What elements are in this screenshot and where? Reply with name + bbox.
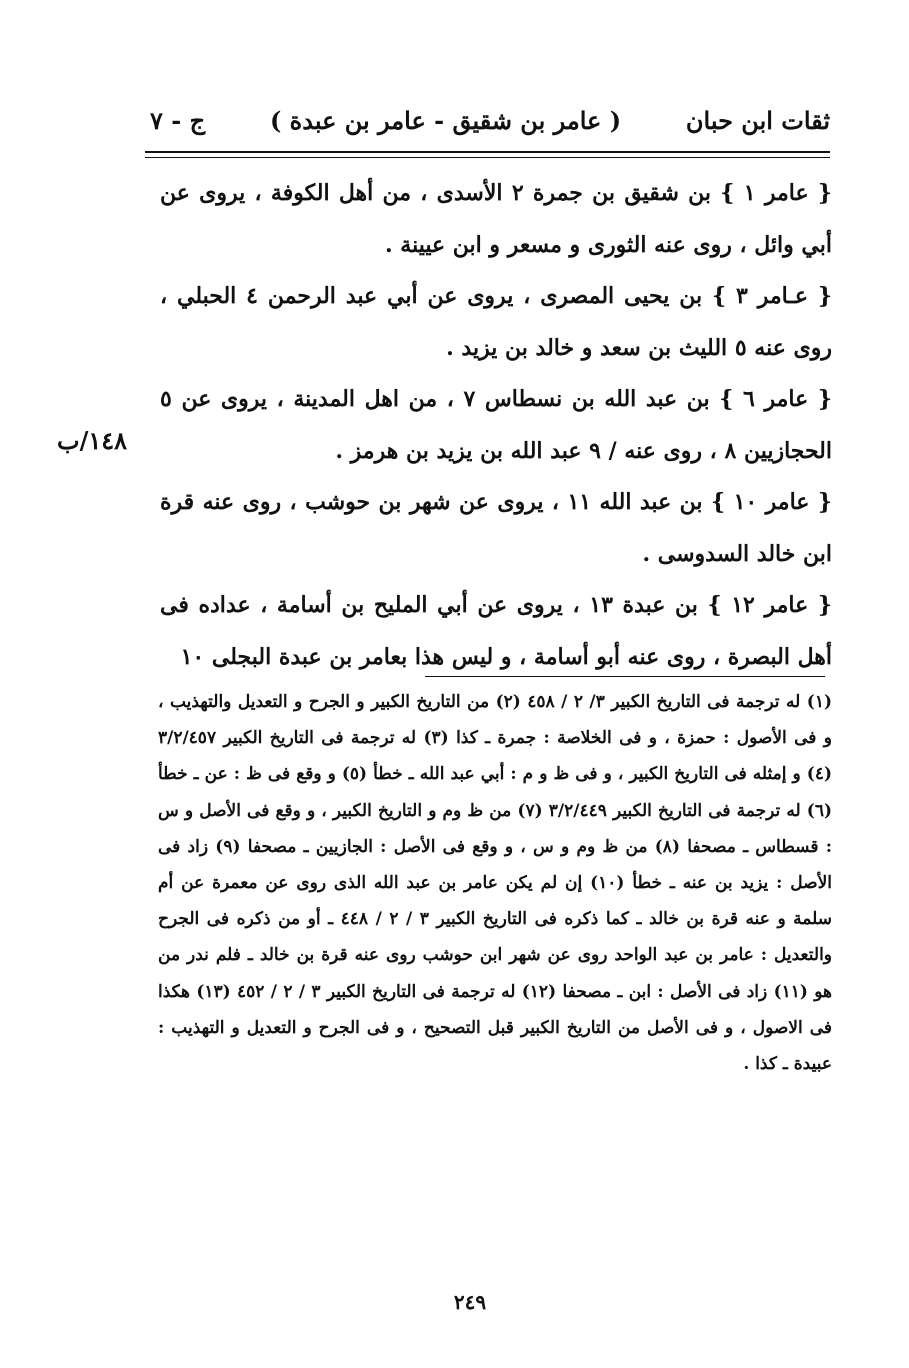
entry-paragraph: { عامر ١ } بن شقيق بن جمرة ٢ الأسدى ، من أهل الكوفة ، يروى عن أبي وائل ، روى عنه الثورى و مسعر و ابن عيينة .: [160, 180, 832, 258]
entry-paragraph: { عامر ٦ } بن عبد الله بن نسطاس ٧ ، من اهل المدينة ، يروى عن ٥ الحجازيين ٨ ، روى عنه / ٩ عبد الله بن يزيد بن هرمز .: [160, 386, 833, 464]
running-header: [150, 98, 830, 142]
manuscript-folio-marker: ١٤٨/ب: [56, 426, 128, 455]
entry-paragraph: { عامر ١٠ } بن عبد الله ١١ ، يروى عن شهر بن حوشب ، روى عنه قرة ابن خالد السدوسى .: [160, 489, 832, 567]
entry-paragraph: { عـامر ٣ } بن يحيى المصرى ، يروى عن أبي عبد الرحمن ٤ الحبلي ، روى عنه ٥ الليث بن سعد و خالد بن يزيد .: [160, 283, 832, 361]
header-rule-thin: [145, 157, 830, 158]
entry-paragraph: { عامر ١٢ } بن عبدة ١٣ ، يروى عن أبي المليح بن أسامة ، عداده فى أهل البصرة ، روى عنه أبو أسامة ، و ليس هذا بعامر بن عبدة البجلى ١٠: [160, 592, 832, 670]
header-names-range: ( عامر بن شقيق - عامر بن عبدة ): [269, 105, 622, 135]
main-text: [160, 168, 832, 683]
book-title: ثقات ابن حبان: [685, 105, 830, 135]
footnote-separator: [425, 676, 825, 677]
page-number: ٢٤٩: [453, 1290, 487, 1314]
footnotes: [158, 684, 832, 1082]
volume-label: ج - ٧: [150, 105, 206, 135]
footnotes-text: (١) له ترجمة فى التاريخ الكبير ٣/ ٢ / ٤٥٨ (٢) من التاريخ الكبير و الجرح و التعديل والتهذيب ، و فى الأصول : حمزة ، و فى الخلاصة : جمرة ـ كذا (٣) له ترجمة فى التاريخ الكبير ٣/٢/٤٥٧ (٤) و إمثله فى التاريخ الكبير ، و فى ظ و م : أبي عبد الله ـ خطأ (٥) و وقع فى ظ : عن ـ خطأ (٦) له ترجمة فى التاريخ الكبير ٣/٢/٤٤٩ (٧) من ظ وم و التاريخ الكبير ، و وقع فى الأصل و س : قسطاس ـ مصحفا (٨) من ظ وم و س ، و وقع فى الأصل : الجازيين ـ مصحفا (٩) زاد فى الأصل : يزيد بن عنه ـ خطأ (١٠) إن لم يكن عامر بن عبد الله الذى روى عن معمرة عن أم سلمة و عنه قرة بن خالد ـ كما ذكره فى التاريخ الكبير ٣ / ٢ / ٤٤٨ ـ أو من ذكره فى الجرح والتعديل : عامر بن عبد الواحد روى عن شهر ابن حوشب روى عنه قرة بن خالد ـ فلم ندر من هو (١١) زاد فى الأصل : ابن ـ مصحفا (١٢) له ترجمة فى التاريخ الكبير ٣ / ٢ / ٤٥٢ (١٣) هكذا فى الاصول ، و فى الأصل من التاريخ الكبير قبل التصحيح ، و فى الجرح و التعديل و التهذيب : عبيدة ـ كذا .: [158, 692, 833, 1075]
header-rule-thick: [145, 151, 830, 153]
